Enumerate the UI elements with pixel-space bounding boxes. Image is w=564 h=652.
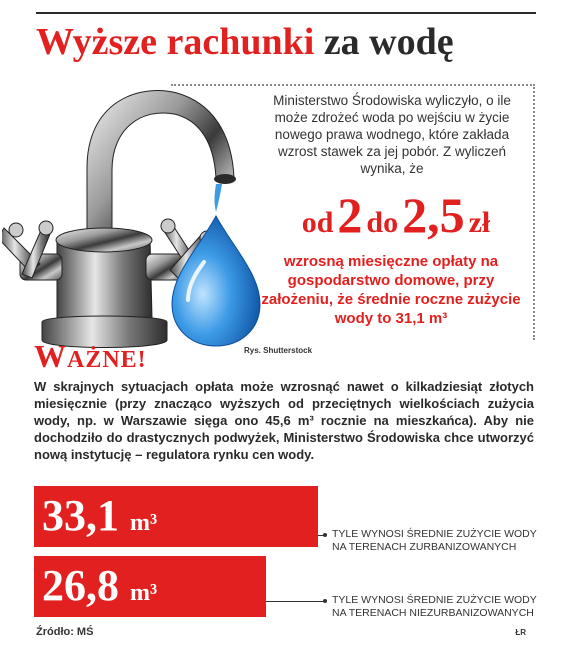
stat-number-urban: 33,1 [42, 491, 119, 540]
headline-to-word: do [366, 206, 399, 239]
illustration-credit: Rys. Shutterstock [244, 346, 313, 355]
connector-dot-rural [323, 599, 327, 603]
stat-value-urban [42, 490, 157, 541]
author-initials: ŁR [515, 628, 526, 637]
stat-label-rural: TYLE WYNOSI ŚREDNIE ZUŻYCIE WODY NA TERENACH NIEZURBANIZOWANYCH [332, 594, 537, 619]
stat-value-rural [42, 560, 157, 611]
source-note: Źródło: MŚ [36, 626, 94, 638]
headline-unit: zł [468, 206, 491, 239]
stat-number-rural: 26,8 [42, 561, 119, 610]
headline-from-word: od [301, 206, 334, 239]
title-rest: za wodę [314, 21, 454, 63]
important-initial: W [34, 338, 67, 374]
body-paragraph: W skrajnych sytuacjach opłata może wzrosnąć nawet o kilkadziesiąt złotych miesięcznie (przy znacząco wyższych od przeciętnych wielkościach zużycia wody, np. w Warszawie sięga ono 45,6 m³ rocznie na mieszkańca). Aby nie dochodziło do drastycznych podwyżek, Ministerstwo Środowiska chce utworzyć nową instytucję – regulatora rynku cen wody. [34, 379, 534, 462]
headline-to-value: 2,5 [402, 187, 465, 243]
stat-bar-urban [34, 486, 318, 547]
top-rule [36, 12, 536, 14]
connector-line-rural [266, 601, 326, 602]
connector-dot-urban [323, 533, 327, 537]
stat-unit-urban: m³ [130, 510, 158, 536]
headline-range [262, 186, 530, 244]
important-rest: AŻNE! [67, 347, 147, 373]
stat-label-urban: TYLE WYNOSI ŚREDNIE ZUŻYCIE WODY NA TERENACH ZURBANIZOWANYCH [332, 528, 537, 553]
important-heading [34, 338, 147, 375]
headline-from-value: 2 [337, 187, 363, 243]
stat-unit-rural: m³ [130, 580, 158, 606]
intro-text: Ministerstwo Środowiska wyliczyło, o ile może zdrożeć woda po wejściu w życie nowego prawa wodnego, które zakłada wzrost stawek za jej pobór. Z wyliczeń wynika, że [273, 93, 511, 176]
title-highlight: Wyższe rachunki [36, 21, 315, 63]
page-title [36, 20, 454, 64]
stat-bar-rural [34, 556, 266, 617]
headline-description: wzrosną miesięczne opłaty na gospodarstwo domowe, przy założeniu, że średnie roczne zużycie wody to 31,1 m³ [261, 253, 521, 327]
